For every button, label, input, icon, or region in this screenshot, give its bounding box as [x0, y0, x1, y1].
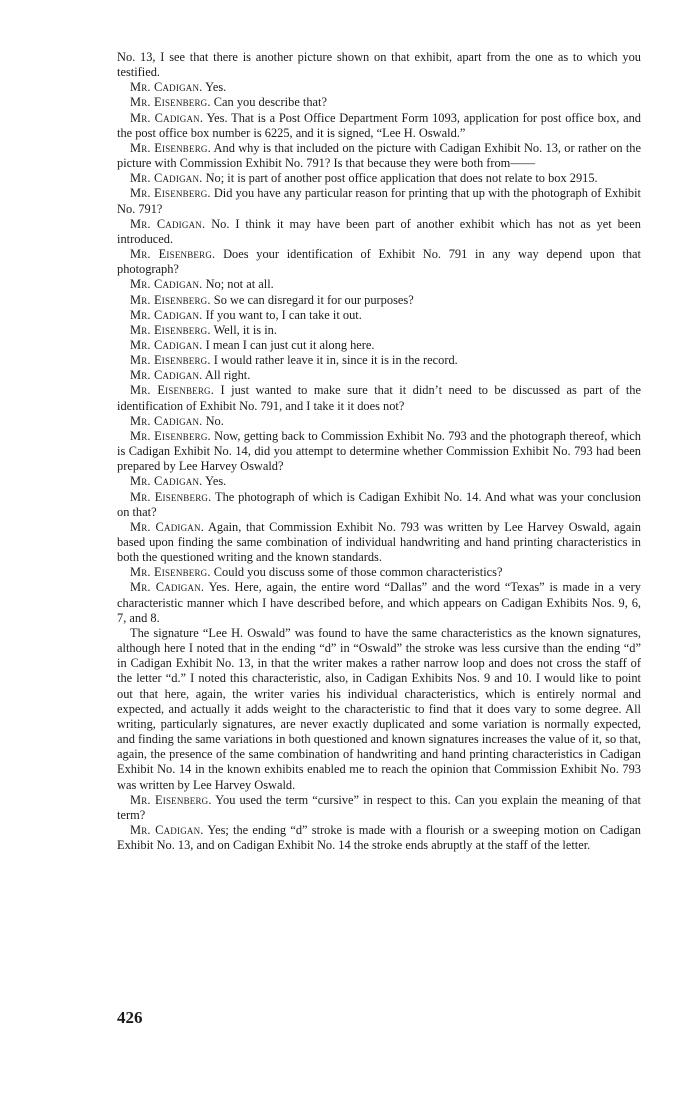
speech-text: Did you have any particular reason for printing that up with the photograph of Exhibit No. 791? — [117, 186, 641, 216]
testimony-paragraph — [117, 520, 641, 565]
testimony-paragraph — [117, 353, 641, 368]
testimony-paragraph — [117, 626, 641, 793]
speech-text: And why is that included on the picture with Cadigan Exhibit No. 13, or rather on the picture with Commission Exhibit No. 791? Is that because they were both from—— — [117, 140, 641, 171]
speaker-label: Mr. Cadigan. — [130, 519, 205, 534]
speech-text: No. — [205, 413, 224, 428]
speech-text: The signature “Lee H. Oswald” was found to have the same characteristics as the known signatures, although here I noted that in the ending “d” in “Oswald” the stroke was less cursive than the ending “d” in Cadigan Exhibit No. 13, in that the writer makes a rather narrow loop and does not cross the staff of the letter “d.” I noted this characteristic, also, in Cadigan Exhibits Nos. 9 and 10. I would like to point out that here, again, the writer varies his individual characteristics, which is entirely normal and expected, and actually it adds weight to the characteristic to find that it does vary to some degree. All writing, particularly signatures, are never exactly duplicated and some variation is normally expected, and finding the same variations in both questioned and known signatures increases the value of it, so that, again, the presence of the same combination of handwriting and hand printing characteristics in Cadigan Exhibit No. 14 in the known exhibits enabled me to reach the opinion that Commission Exhibit No. 793 was written by Lee Harvey Oswald. — [117, 625, 641, 792]
testimony-paragraph — [117, 141, 641, 171]
speaker-label: Mr. Cadigan. — [130, 413, 203, 428]
speech-text: Yes. — [205, 474, 227, 489]
testimony-paragraph — [117, 247, 641, 277]
speech-text: You used the term “cursive” in respect to this. Can you explain the meaning of that term? — [117, 792, 641, 822]
speaker-label: Mr. Eisenberg. — [130, 322, 211, 337]
speaker-label: Mr. Cadigan. — [130, 474, 203, 489]
testimony-paragraph — [117, 186, 641, 216]
speech-text: All right. — [204, 368, 251, 383]
speaker-label: Mr. Eisenberg. — [130, 383, 215, 398]
speaker-label: Mr. Cadigan. — [130, 368, 203, 383]
testimony-paragraph — [117, 474, 641, 489]
speaker-label: Mr. Eisenberg. — [130, 353, 211, 368]
speech-text: Now, getting back to Commission Exhibit No. 793 and the photograph thereof, which is Cadigan Exhibit No. 14, did you attempt to determine whether Commission Exhibit No. 793 had been prepared by Lee Harvey Oswald? — [117, 428, 641, 474]
speaker-label: Mr. Eisenberg. — [130, 792, 212, 807]
speech-text: Does your identification of Exhibit No. 791 in any way depend upon that photograph? — [117, 247, 641, 277]
transcript-page — [117, 50, 641, 853]
speech-text: If you want to, I can take it out. — [205, 307, 362, 322]
testimony-paragraph — [117, 338, 641, 353]
testimony-paragraph — [117, 293, 641, 308]
speaker-label: Mr. Cadigan. — [130, 337, 203, 352]
speech-text: I would rather leave it in, since it is in the record. — [213, 353, 458, 368]
testimony-paragraph — [117, 490, 641, 520]
testimony-paragraph — [117, 111, 641, 141]
testimony-paragraph — [117, 580, 641, 625]
speech-text: The photograph of which is Cadigan Exhibit No. 14. And what was your conclusion on that? — [117, 489, 642, 519]
testimony-paragraph — [117, 323, 641, 338]
speech-text: Well, it is in. — [213, 322, 277, 337]
speaker-label: Mr. Eisenberg. — [130, 186, 211, 201]
speaker-label: Mr. Eisenberg. — [130, 428, 211, 443]
speech-text: I mean I can just cut it along here. — [205, 337, 375, 352]
speech-text: I just wanted to make sure that it didn’t need to be discussed as part of the identification of Exhibit No. 791, and I take it it does not? — [117, 383, 641, 413]
speech-text: No; it is part of another post office application that does not relate to box 2915. — [205, 171, 598, 186]
testimony-paragraph — [117, 565, 641, 580]
page-number: 426 — [117, 1008, 143, 1027]
testimony-paragraph — [117, 368, 641, 383]
speaker-label: Mr. Cadigan. — [130, 307, 203, 322]
testimony-paragraph — [117, 793, 641, 823]
testimony-paragraph — [117, 277, 641, 292]
speaker-label: Mr. Cadigan. — [130, 580, 205, 595]
testimony-paragraph — [117, 217, 641, 247]
testimony-paragraph — [117, 171, 641, 186]
speech-text: No. I think it may have been part of another exhibit which has not as yet been introduced. — [117, 216, 641, 246]
speech-text: Can you describe that? — [213, 95, 327, 110]
speech-text: Again, that Commission Exhibit No. 793 was written by Lee Harvey Oswald, again based upon finding the same combination of individual handwriting and hand printing characteristics in both the questioned writing and the known standards. — [117, 519, 641, 565]
speaker-label: Mr. Eisenberg. — [130, 489, 212, 504]
testimony-paragraph — [117, 823, 641, 853]
testimony-paragraph — [117, 383, 641, 413]
testimony-paragraph — [117, 80, 641, 95]
speech-text: Could you discuss some of those common characteristics? — [213, 565, 503, 580]
speaker-label: Mr. Eisenberg. — [130, 565, 211, 580]
speech-text: Yes. Here, again, the entire word “Dallas” and the word “Texas” is made in a very characteristic manner which I have described before, and which appears on Cadigan Exhibits Nos. 9, 6, 7, and 8. — [117, 580, 641, 625]
speaker-label: Mr. Cadigan. — [130, 277, 203, 292]
testimony-paragraph — [117, 308, 641, 323]
speaker-label: Mr. Cadigan. — [130, 216, 206, 231]
speech-text: Yes. That is a Post Office Department Form 1093, application for post office box, and the post office box number is 6225, and it is signed, “Lee H. Oswald.” — [117, 110, 641, 140]
opening-paragraph: No. 13, I see that there is another picture shown on that exhibit, apart from the one as to which you testified. — [117, 50, 641, 80]
speaker-label: Mr. Cadigan. — [130, 110, 204, 125]
speech-text: No; not at all. — [205, 277, 274, 292]
speaker-label: Mr. Cadigan. — [130, 822, 204, 837]
speech-text: Yes; the ending “d” stroke is made with a flourish or a sweeping motion on Cadigan Exhibit No. 13, and on Cadigan Exhibit No. 14 the stroke ends abruptly at the staff of the letter. — [117, 822, 641, 853]
speaker-label: Mr. Eisenberg. — [130, 247, 216, 262]
testimony-exchanges — [117, 80, 641, 853]
testimony-paragraph — [117, 429, 641, 474]
speaker-label: Mr. Eisenberg. — [130, 140, 211, 155]
speech-text: Yes. — [205, 80, 227, 95]
speech-text: So we can disregard it for our purposes? — [213, 292, 414, 307]
testimony-paragraph — [117, 95, 641, 110]
testimony-paragraph — [117, 414, 641, 429]
speaker-label: Mr. Cadigan. — [130, 171, 203, 186]
speaker-label: Mr. Eisenberg. — [130, 95, 211, 110]
speaker-label: Mr. Cadigan. — [130, 80, 203, 95]
speaker-label: Mr. Eisenberg. — [130, 292, 211, 307]
